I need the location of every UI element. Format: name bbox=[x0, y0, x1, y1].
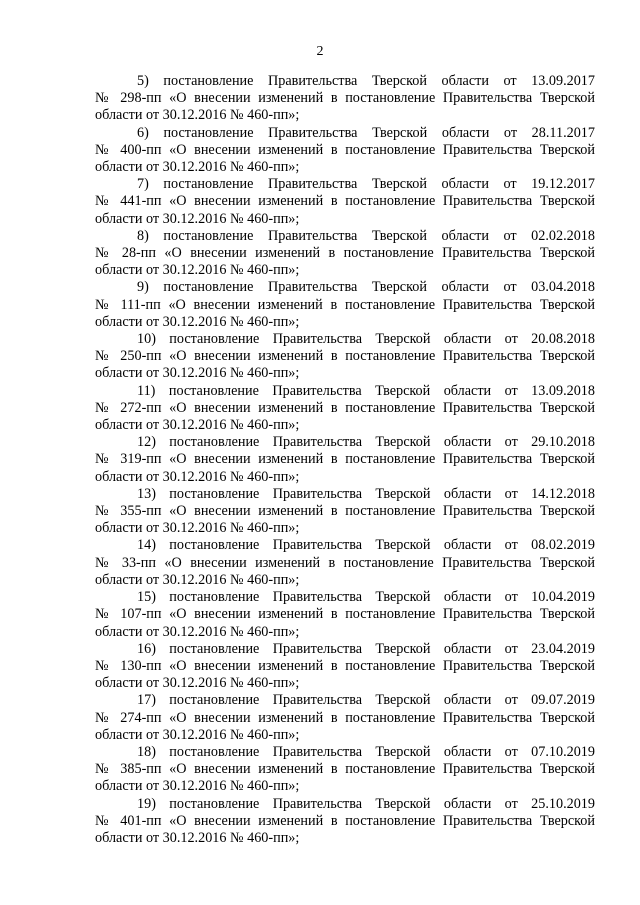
item-line: области от 30.12.2016 № 460-пп»; bbox=[95, 159, 300, 176]
item-line: области от 30.12.2016 № 460-пп»; bbox=[95, 726, 300, 743]
item-line: 15) постановление Правительства Тверской области от 10.04.2019 bbox=[137, 589, 595, 606]
item-line: № 355-пп «О внесении изменений в постановление Правительства Тверской bbox=[95, 503, 595, 520]
item-line: 19) постановление Правительства Тверской области от 25.10.2019 bbox=[137, 795, 595, 812]
list-item bbox=[95, 383, 595, 435]
item-line: области от 30.12.2016 № 460-пп»; bbox=[95, 468, 300, 485]
item-line: № 111-пп «О внесении изменений в постановление Правительства Тверской bbox=[95, 296, 595, 313]
list-item bbox=[95, 589, 595, 641]
item-line: № 272-пп «О внесении изменений в постановление Правительства Тверской bbox=[95, 399, 595, 416]
item-line: области от 30.12.2016 № 460-пп»; bbox=[95, 417, 300, 434]
list-item bbox=[95, 434, 595, 486]
list-item bbox=[95, 537, 595, 589]
list-item bbox=[95, 176, 595, 228]
item-line: области от 30.12.2016 № 460-пп»; bbox=[95, 107, 300, 124]
item-line: области от 30.12.2016 № 460-пп»; bbox=[95, 571, 300, 588]
item-line: № 107-пп «О внесении изменений в постановление Правительства Тверской bbox=[95, 606, 595, 623]
item-line: области от 30.12.2016 № 460-пп»; bbox=[95, 829, 300, 846]
item-line: 6) постановление Правительства Тверской области от 28.11.2017 bbox=[137, 124, 595, 141]
item-line: области от 30.12.2016 № 460-пп»; bbox=[95, 365, 300, 382]
item-line: № 28-пп «О внесении изменений в постановление Правительства Тверской bbox=[95, 245, 595, 262]
item-line: № 441-пп «О внесении изменений в постановление Правительства Тверской bbox=[95, 193, 595, 210]
item-line: 9) постановление Правительства Тверской области от 03.04.2018 bbox=[137, 279, 595, 296]
list-item bbox=[95, 331, 595, 383]
item-line: № 401-пп «О внесении изменений в постановление Правительства Тверской bbox=[95, 812, 595, 829]
item-line: № 274-пп «О внесении изменений в постановление Правительства Тверской bbox=[95, 709, 595, 726]
item-line: 7) постановление Правительства Тверской области от 19.12.2017 bbox=[137, 176, 595, 193]
item-line: 10) постановление Правительства Тверской области от 20.08.2018 bbox=[137, 331, 595, 348]
item-line: 5) постановление Правительства Тверской области от 13.09.2017 bbox=[137, 73, 595, 89]
item-line: 17) постановление Правительства Тверской области от 09.07.2019 bbox=[137, 692, 595, 709]
item-line: области от 30.12.2016 № 460-пп»; bbox=[95, 778, 300, 795]
item-line: области от 30.12.2016 № 460-пп»; bbox=[95, 262, 300, 279]
list-item bbox=[95, 692, 595, 744]
item-line: № 33-пп «О внесении изменений в постановление Правительства Тверской bbox=[95, 554, 595, 571]
list-item bbox=[95, 796, 595, 848]
item-line: области от 30.12.2016 № 460-пп»; bbox=[95, 520, 300, 537]
list-item bbox=[95, 641, 595, 693]
item-line: 8) постановление Правительства Тверской области от 02.02.2018 bbox=[137, 227, 595, 244]
item-line: № 130-пп «О внесении изменений в постановление Правительства Тверской bbox=[95, 657, 595, 674]
item-line: № 385-пп «О внесении изменений в постановление Правительства Тверской bbox=[95, 761, 595, 778]
item-line: № 298-пп «О внесении изменений в постановление Правительства Тверской bbox=[95, 90, 595, 107]
item-line: 16) постановление Правительства Тверской области от 23.04.2019 bbox=[137, 640, 595, 657]
item-line: № 400-пп «О внесении изменений в постановление Правительства Тверской bbox=[95, 141, 595, 158]
item-line: № 250-пп «О внесении изменений в постановление Правительства Тверской bbox=[95, 348, 595, 365]
item-line: № 319-пп «О внесении изменений в постановление Правительства Тверской bbox=[95, 451, 595, 468]
page-number: 2 bbox=[316, 44, 324, 59]
list-item bbox=[95, 486, 595, 538]
item-line: области от 30.12.2016 № 460-пп»; bbox=[95, 210, 300, 227]
document-body bbox=[95, 73, 595, 847]
item-line: 18) постановление Правительства Тверской области от 07.10.2019 bbox=[137, 743, 595, 760]
item-line: области от 30.12.2016 № 460-пп»; bbox=[95, 313, 300, 330]
list-item bbox=[95, 125, 595, 177]
item-line: области от 30.12.2016 № 460-пп»; bbox=[95, 623, 300, 640]
item-line: 13) постановление Правительства Тверской области от 14.12.2018 bbox=[137, 485, 595, 502]
item-line: области от 30.12.2016 № 460-пп»; bbox=[95, 675, 300, 692]
list-item bbox=[95, 228, 595, 280]
item-line: 11) постановление Правительства Тверской области от 13.09.2018 bbox=[137, 382, 595, 399]
list-item bbox=[95, 279, 595, 331]
item-line: 12) постановление Правительства Тверской области от 29.10.2018 bbox=[137, 434, 595, 451]
list-item bbox=[95, 744, 595, 796]
item-line: 14) постановление Правительства Тверской области от 08.02.2019 bbox=[137, 537, 595, 554]
list-item bbox=[95, 73, 595, 125]
